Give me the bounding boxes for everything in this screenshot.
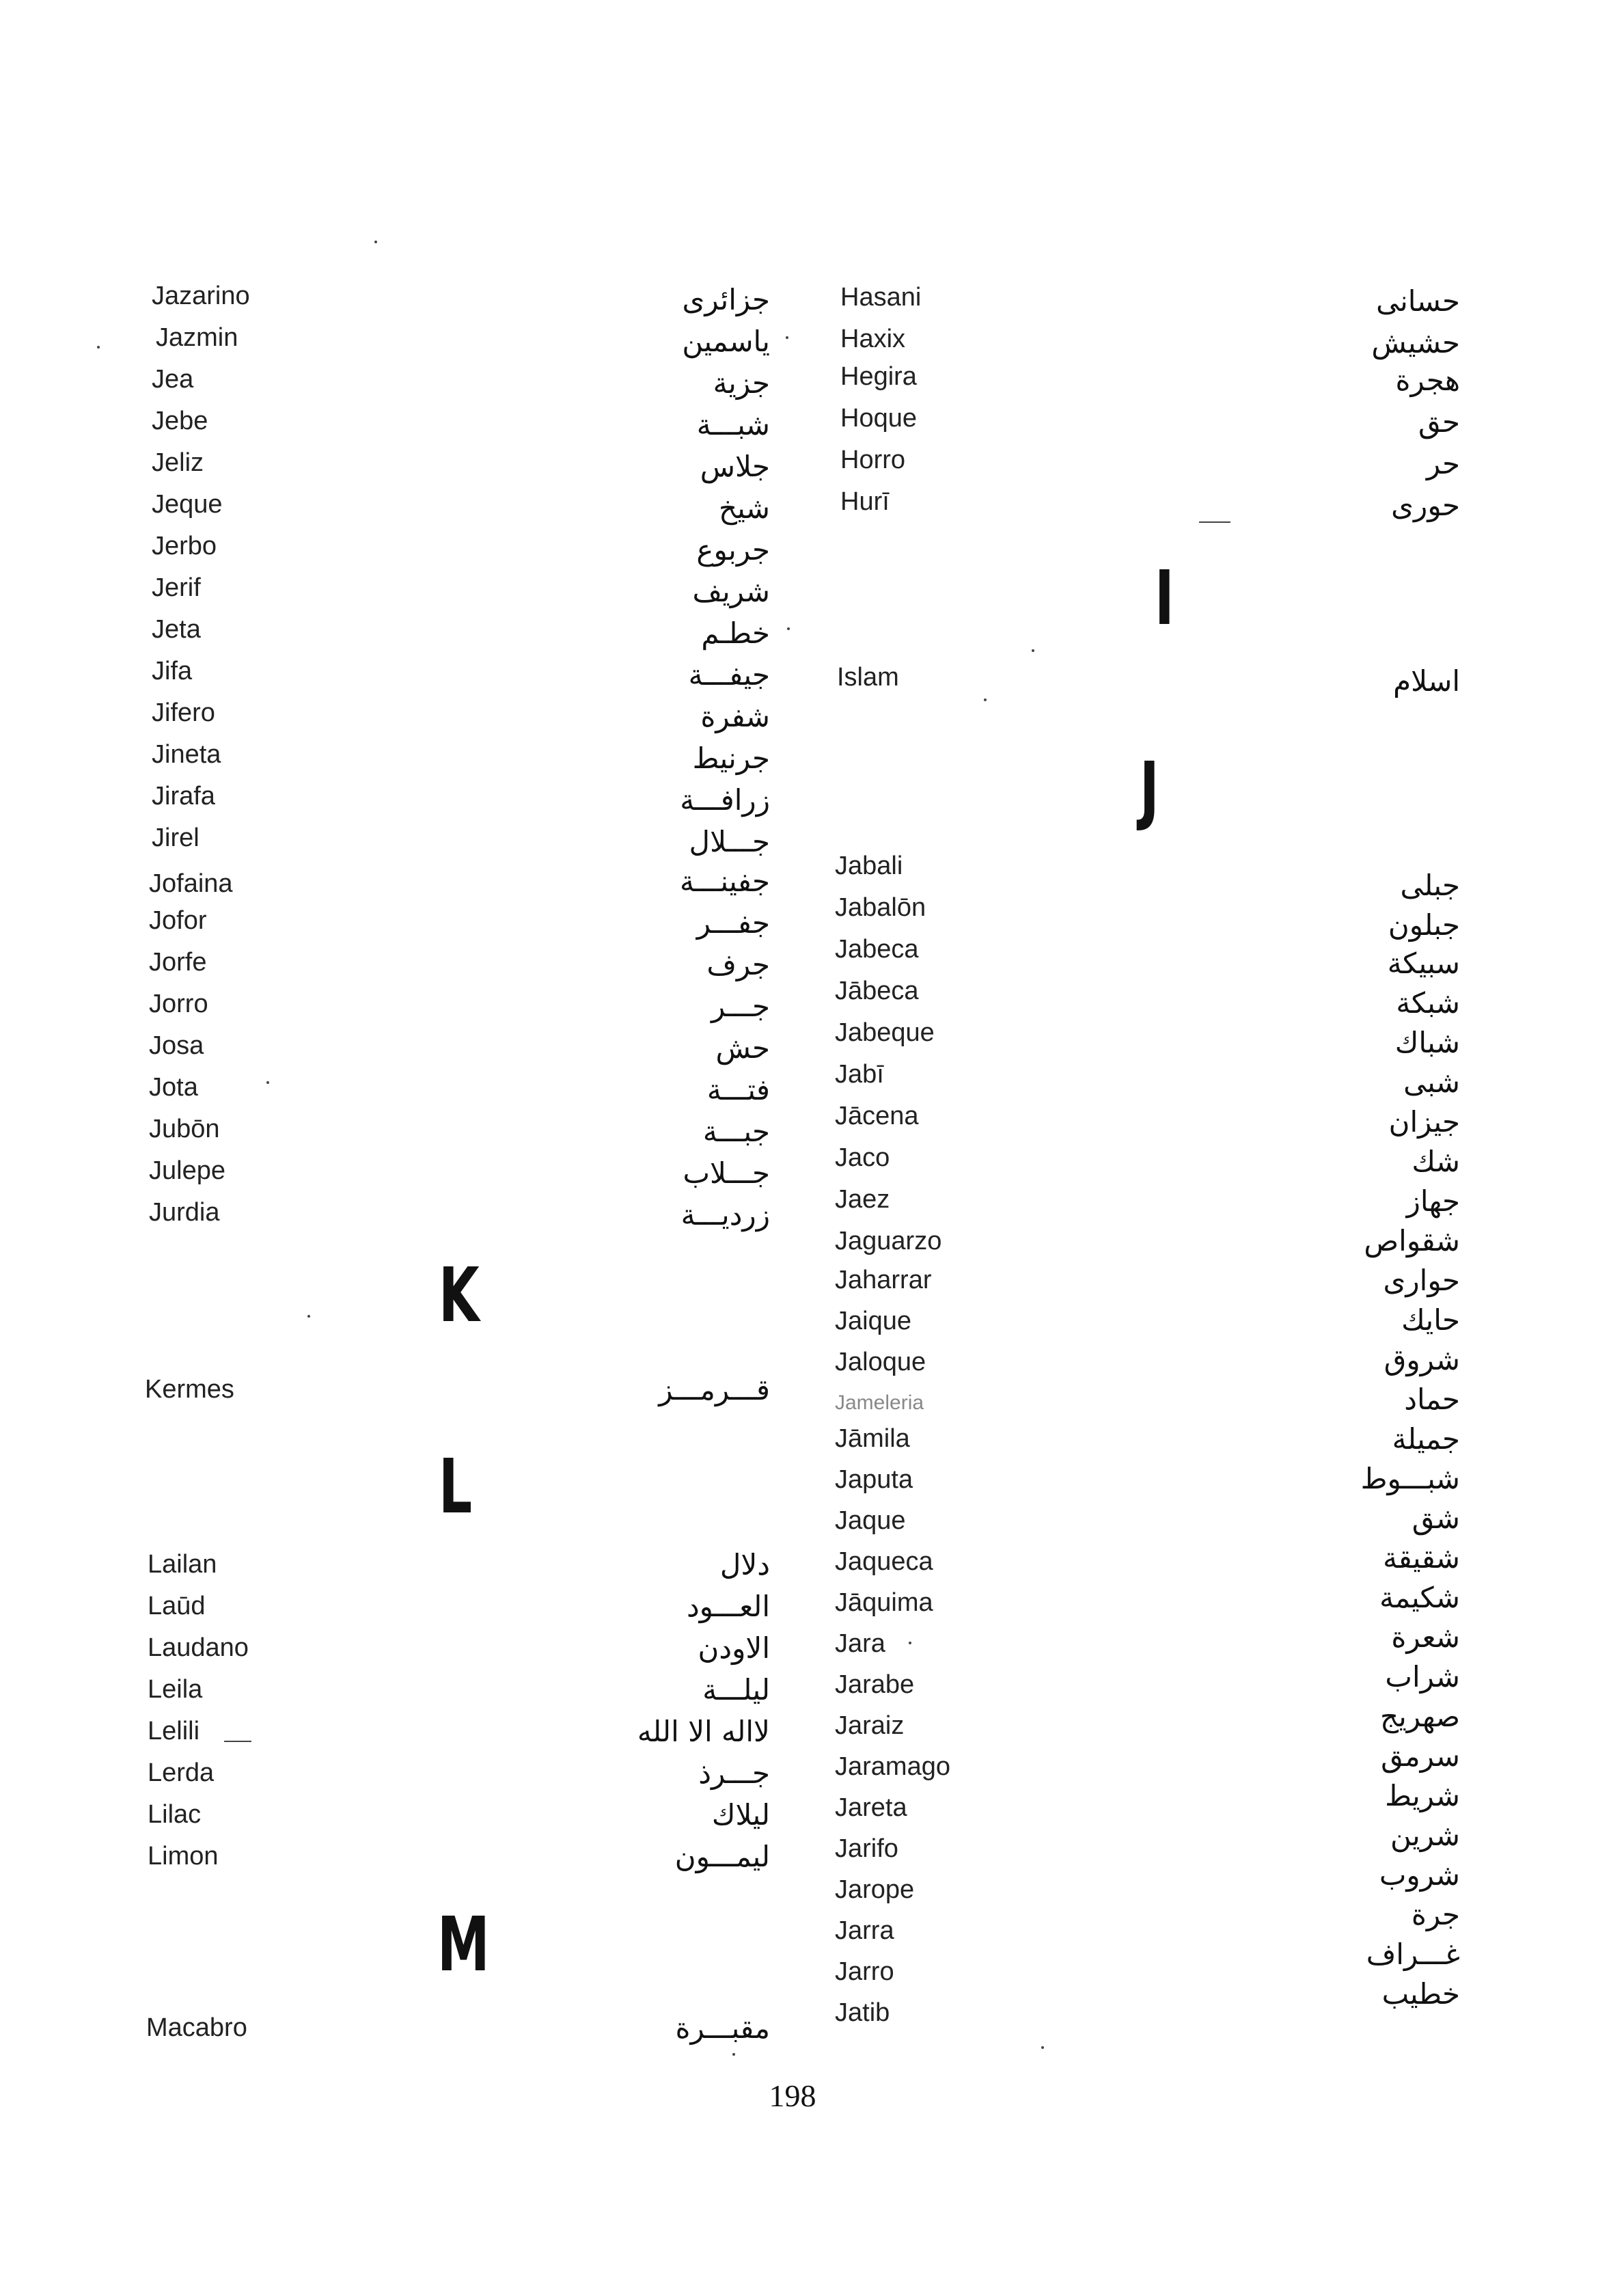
arabic-term: حش xyxy=(715,1031,770,1065)
spanish-term: Haxix xyxy=(840,325,906,353)
scan-speck xyxy=(732,2053,735,2056)
spanish-term: Jatib xyxy=(835,1998,890,2027)
arabic-term: جبلون xyxy=(1388,908,1460,942)
spanish-term: Jubōn xyxy=(149,1115,220,1143)
arabic-term: حايك xyxy=(1401,1303,1460,1337)
spanish-term: Jābeca xyxy=(835,977,919,1005)
spanish-term: Jaqueca xyxy=(835,1547,933,1576)
spanish-term: Jifa xyxy=(152,657,193,685)
spanish-term: Jāquima xyxy=(835,1588,933,1617)
arabic-term: جربوع xyxy=(696,533,770,567)
spanish-term: Jaloque xyxy=(835,1348,926,1376)
arabic-term: هجرة xyxy=(1395,364,1460,397)
spanish-term: Jifero xyxy=(152,698,215,727)
spanish-term: Jorro xyxy=(149,990,208,1018)
arabic-term: زرافـــة xyxy=(680,783,770,817)
arabic-term: شك xyxy=(1412,1145,1460,1178)
arabic-term: شبـــة xyxy=(696,408,770,441)
spanish-term: Jeta xyxy=(152,615,201,644)
arabic-term: شيخ xyxy=(719,491,770,525)
scan-speck xyxy=(266,1081,269,1084)
spanish-term: Jaraiz xyxy=(835,1711,905,1740)
spanish-term: Leila xyxy=(148,1675,203,1704)
spanish-term: Jarifo xyxy=(835,1834,898,1863)
scan-dash xyxy=(224,1741,251,1742)
spanish-term: Jarope xyxy=(835,1875,915,1904)
scan-speck xyxy=(97,346,100,349)
spanish-term: Lerda xyxy=(148,1758,215,1787)
spanish-term: Julepe xyxy=(149,1156,225,1185)
arabic-term: شقواص xyxy=(1364,1224,1460,1257)
spanish-term: Hoque xyxy=(840,404,917,433)
spanish-term: Jācena xyxy=(835,1102,919,1130)
spanish-term: Jabeca xyxy=(835,935,919,964)
spanish-term: Hurī xyxy=(840,487,890,516)
arabic-term: ليمـــون xyxy=(674,1840,770,1873)
arabic-term: جـــلاب xyxy=(683,1156,770,1190)
section-letter-i: I xyxy=(1155,554,1174,642)
spanish-term: Jabī xyxy=(835,1060,884,1089)
spanish-term: Lilac xyxy=(148,1800,202,1829)
spanish-term: Jarro xyxy=(835,1957,894,1986)
arabic-term: شريط xyxy=(1385,1779,1460,1812)
arabic-term: شبى xyxy=(1403,1065,1460,1099)
arabic-term: جلاس xyxy=(700,450,770,483)
spanish-term: Jarabe xyxy=(835,1670,915,1699)
arabic-term: سرمق xyxy=(1381,1739,1460,1773)
arabic-term: جـــر xyxy=(711,990,770,1023)
arabic-term: شباك xyxy=(1394,1026,1460,1059)
arabic-term: جيزان xyxy=(1388,1105,1460,1139)
spanish-term: Horro xyxy=(840,446,906,474)
spanish-term: Jaharrar xyxy=(835,1266,932,1294)
arabic-term: حشيش xyxy=(1371,326,1460,359)
spanish-term: Jareta xyxy=(835,1793,907,1822)
arabic-term: شروق xyxy=(1384,1343,1460,1376)
spanish-term: Jazarino xyxy=(152,282,250,310)
arabic-term: شراب xyxy=(1385,1660,1460,1694)
spanish-term: Jazmin xyxy=(156,323,238,352)
spanish-term: Jaique xyxy=(835,1307,911,1335)
spanish-term: Jarra xyxy=(835,1916,894,1945)
spanish-term: Jabali xyxy=(835,852,903,880)
arabic-term: جميلة xyxy=(1392,1422,1460,1456)
spanish-term: Jaque xyxy=(835,1506,906,1535)
arabic-term: جزائرى xyxy=(682,283,770,316)
scan-speck xyxy=(984,698,987,701)
arabic-term: شروب xyxy=(1379,1858,1460,1892)
section-letter-m: M xyxy=(437,1901,490,1988)
spanish-term: Jirel xyxy=(152,824,199,852)
scan-speck xyxy=(909,1642,911,1644)
arabic-term: حق xyxy=(1418,405,1460,439)
spanish-term: Jorfe xyxy=(149,948,207,977)
scan-dash xyxy=(1199,521,1230,523)
arabic-term: خطـم xyxy=(701,616,770,650)
arabic-term: حوارى xyxy=(1383,1264,1460,1297)
spanish-term: Josa xyxy=(149,1031,204,1060)
spanish-term: Jerbo xyxy=(152,532,217,560)
arabic-term: صهريج xyxy=(1380,1700,1460,1733)
arabic-term: العـــود xyxy=(686,1590,770,1623)
arabic-term: ياسمين xyxy=(682,325,770,358)
spanish-term: Hasani xyxy=(840,283,922,312)
spanish-term: Jaez xyxy=(835,1185,890,1214)
arabic-term: لااله الا الله xyxy=(637,1715,770,1748)
arabic-term: شرين xyxy=(1390,1819,1460,1852)
arabic-term: جـــرذ xyxy=(698,1756,770,1790)
arabic-term: خطيب xyxy=(1381,1977,1460,2011)
arabic-term: شريف xyxy=(692,575,770,608)
arabic-term: زرديـــة xyxy=(680,1198,770,1232)
spanish-term: Jara xyxy=(835,1629,885,1658)
scan-speck xyxy=(307,1315,310,1318)
spanish-term: Jabeque xyxy=(835,1018,935,1047)
scan-speck xyxy=(1041,2046,1044,2049)
spanish-term: Kermes xyxy=(145,1375,234,1404)
arabic-term: شعرة xyxy=(1391,1620,1460,1654)
spanish-term: Jeque xyxy=(152,490,223,519)
arabic-term: جيفـــة xyxy=(688,658,770,692)
spanish-term: Jirafa xyxy=(152,782,215,811)
arabic-term: جفينـــة xyxy=(680,865,770,898)
arabic-term: ليلاك xyxy=(711,1798,770,1832)
spanish-term: Japuta xyxy=(835,1465,913,1494)
arabic-term: اسلام xyxy=(1393,664,1460,698)
arabic-term: شفرة xyxy=(700,700,770,733)
arabic-term: شكيمة xyxy=(1379,1581,1460,1614)
spanish-term: Jameleria xyxy=(835,1391,924,1414)
arabic-term: الاودن xyxy=(698,1631,770,1665)
arabic-term: جرنيط xyxy=(692,742,770,775)
arabic-term: قـــرمـــز xyxy=(659,1373,770,1406)
spanish-term: Lelili xyxy=(148,1717,200,1745)
spanish-term: Macabro xyxy=(146,2013,247,2042)
spanish-term: Jota xyxy=(149,1073,198,1102)
arabic-term: جبـــة xyxy=(702,1115,770,1148)
arabic-term: شق xyxy=(1412,1501,1460,1535)
arabic-term: مقبـــرة xyxy=(675,2011,770,2045)
spanish-term: Hegira xyxy=(840,362,917,391)
scan-speck xyxy=(787,627,790,630)
spanish-term: Jurdia xyxy=(149,1198,220,1227)
arabic-term: شبـــوط xyxy=(1360,1462,1460,1495)
arabic-term: حر xyxy=(1426,447,1460,480)
spanish-term: Laūd xyxy=(148,1592,206,1620)
spanish-term: Laudano xyxy=(148,1633,249,1662)
arabic-term: سبيكة xyxy=(1387,947,1460,980)
scan-speck xyxy=(374,241,377,243)
arabic-term: جرة xyxy=(1411,1898,1460,1931)
section-letter-k: K xyxy=(439,1251,480,1339)
arabic-term: شقيقة xyxy=(1383,1541,1460,1575)
spanish-term: Jofaina xyxy=(149,869,233,898)
section-letter-l: L xyxy=(439,1443,473,1530)
spanish-term: Jaco xyxy=(835,1143,890,1172)
spanish-term: Jebe xyxy=(152,407,208,435)
spanish-term: Limon xyxy=(148,1842,219,1871)
arabic-term: شبكة xyxy=(1396,986,1460,1020)
spanish-term: Jineta xyxy=(152,740,221,769)
arabic-term: حماد xyxy=(1404,1383,1460,1416)
arabic-term: جبلى xyxy=(1400,869,1460,902)
spanish-term: Islam xyxy=(837,663,899,692)
spanish-term: Jerif xyxy=(152,573,201,602)
arabic-term: جرف xyxy=(706,948,770,981)
section-letter-j: J xyxy=(1140,746,1159,833)
arabic-term: جزية xyxy=(713,366,770,400)
arabic-term: دلال xyxy=(719,1548,770,1581)
arabic-term: جهاز xyxy=(1406,1184,1460,1218)
arabic-term: جفـــر xyxy=(696,906,770,940)
spanish-term: Jāmila xyxy=(835,1424,910,1453)
arabic-term: حورى xyxy=(1391,489,1460,522)
scan-speck xyxy=(1032,649,1034,652)
page-number: 198 xyxy=(769,2078,816,2113)
spanish-term: Jaramago xyxy=(835,1752,950,1781)
spanish-term: Jea xyxy=(152,365,194,394)
arabic-term: غـــراف xyxy=(1366,1938,1460,1971)
spanish-term: Jofor xyxy=(149,906,207,935)
spanish-term: Lailan xyxy=(148,1550,217,1579)
spanish-term: Jabalōn xyxy=(835,893,926,922)
spanish-term: Jeliz xyxy=(152,448,204,477)
scan-speck xyxy=(786,336,788,339)
arabic-term: ليلـــة xyxy=(702,1673,770,1707)
arabic-term: حسانى xyxy=(1376,284,1460,318)
arabic-term: جـــلال xyxy=(689,825,770,858)
spanish-term: Jaguarzo xyxy=(835,1227,942,1255)
arabic-term: فتـــة xyxy=(706,1073,770,1106)
